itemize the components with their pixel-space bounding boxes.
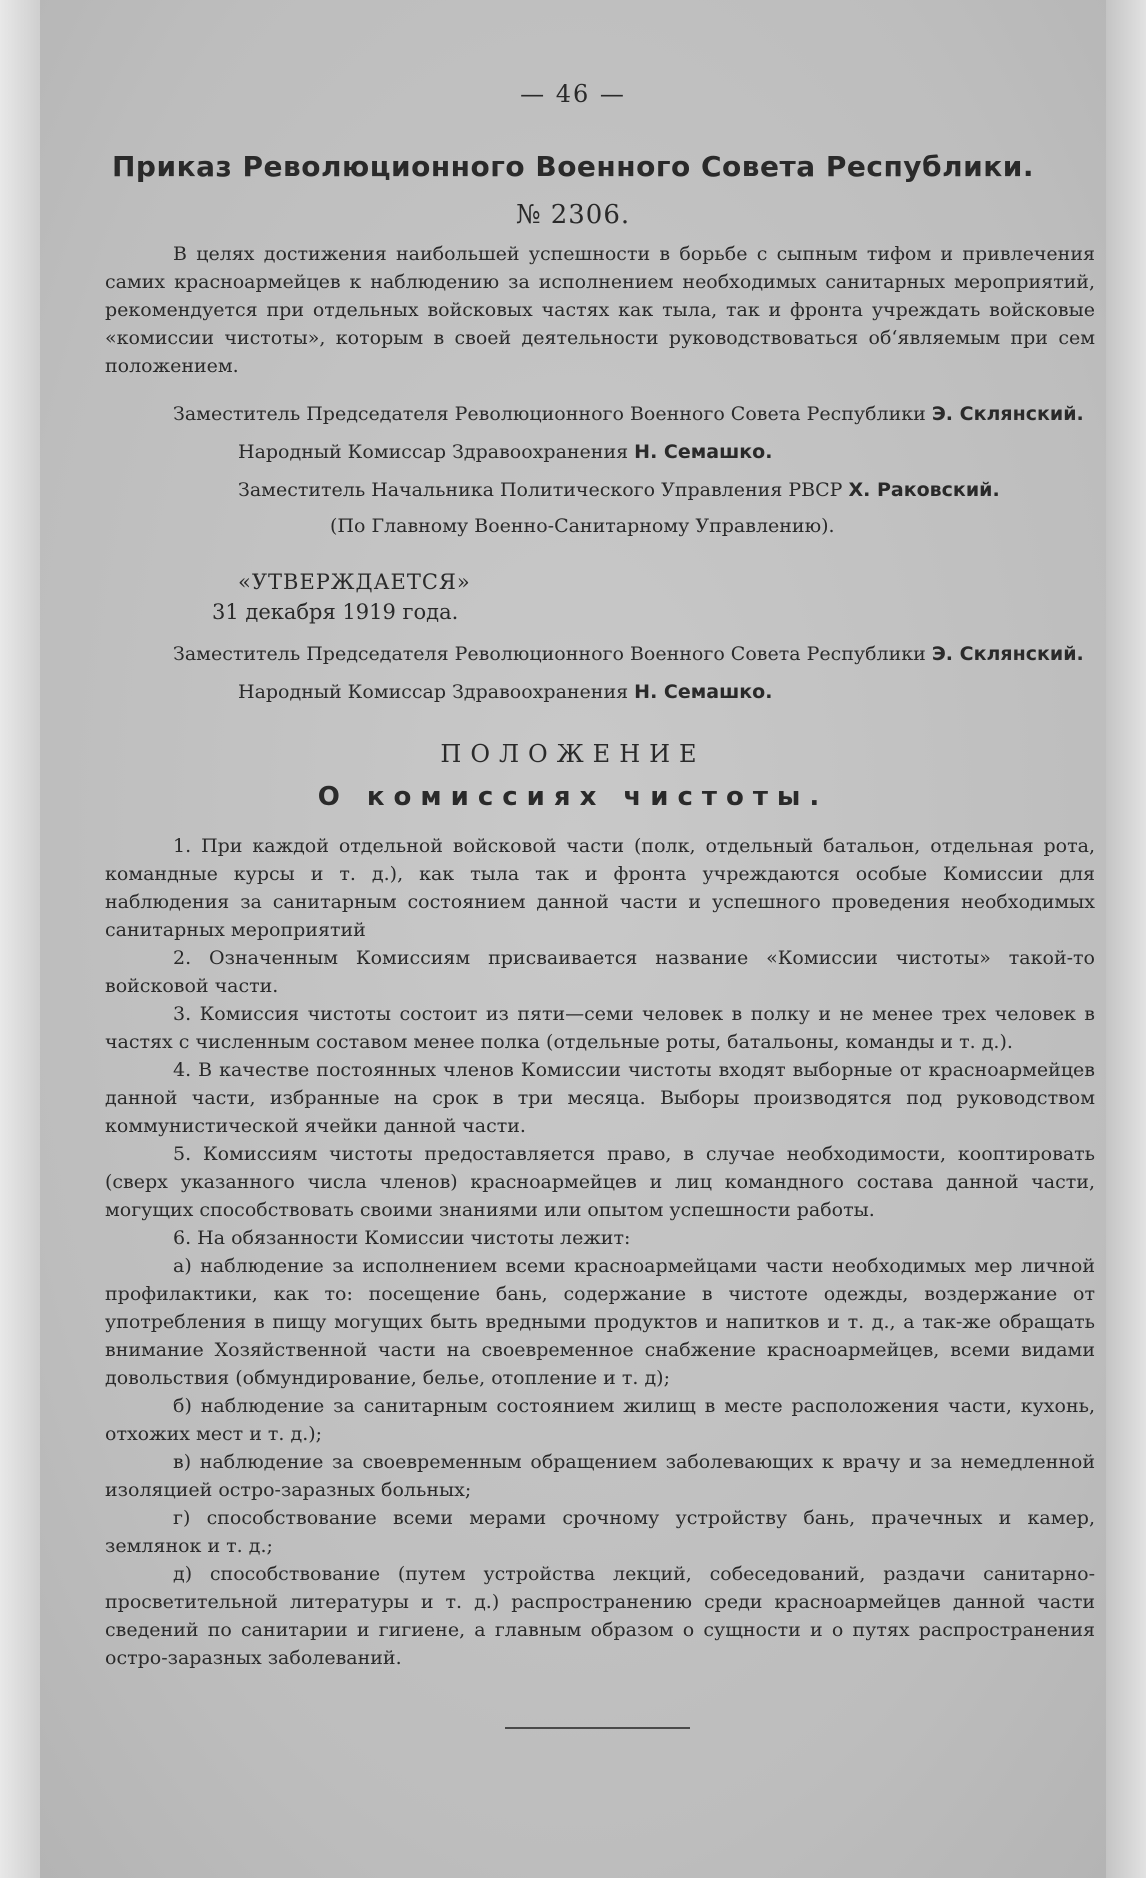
approval-signature-commissar	[238, 678, 772, 706]
order-number: № 2306.	[515, 200, 631, 230]
regulation-item-d: д) способствование (путем устройства лекций, собеседований, раздачи санитарно-просветительной литературы и т. д.) распространению среди красноармейцев данной части сведений по санитарии и гигиене, а главным образом о сущности и о путях распространения остро-заразных заболеваний.	[105, 1563, 1095, 1669]
regulation-paragraph-1: 1. При каждой отдельной войсковой части (полк, отдельный батальон, отдельная рота, командные курсы и т. д.), как тыла так и фронта учреждаются особые Комиссии для наблюдения за санитарным состоянием данной части и успешного проведения необходимых санитарных мероприятий	[105, 835, 1095, 941]
regulation-item-v: в) наблюдение за своевременным обращением заболевающих к врачу и за немедленной изоляцией остро-заразных больных;	[105, 1451, 1095, 1501]
signature-political-note: (По Главному Военно-Санитарному Управлению).	[330, 515, 835, 537]
end-divider	[505, 1727, 690, 1729]
page-edge-left	[0, 0, 40, 1878]
regulation-paragraph-6: 6. На обязанности Комиссии чистоты лежит:	[173, 1227, 631, 1249]
signature-political-name: Х. Раковский.	[848, 479, 1000, 501]
signature-political	[238, 476, 1000, 504]
signature-commissar-name: Н. Семашко.	[634, 441, 773, 463]
page-edge-right	[1106, 0, 1146, 1878]
approval-deputy-name: Э. Склянский.	[931, 643, 1084, 665]
approval-deputy-title: Заместитель Председателя Революционного Военного Совета Республики	[173, 643, 926, 665]
regulation-paragraph-4: 4. В качестве постоянных членов Комиссии чистоты входят выборные от красноармейцев данной части, избранные на срок в три месяца. Выборы производятся под руководством коммунистической ячейки данной части.	[105, 1059, 1095, 1137]
regulation-item-b: б) наблюдение за санитарным состоянием жилищ в месте расположения части, кухонь, отхожих мест и т. д.);	[105, 1395, 1095, 1445]
order-text: В целях достижения наибольшей успешности в борьбе с сыпным тифом и привлечения самих красноармейцев к наблюдению за исполнением необходимых санитарных мероприятий, рекомендуется при отдельных войсковых частях как тыла, так и фронта учреждать войсковые «комиссии чистоты», которым в своей деятельности руководствоваться об‘являемым при сем положением.	[105, 243, 1095, 377]
approval-commissar-title: Народный Комиссар Здравоохранения	[238, 681, 629, 703]
signature-deputy-title: Заместитель Председателя Революционного Военного Совета Республики	[173, 403, 926, 425]
signature-deputy-name: Э. Склянский.	[931, 403, 1084, 425]
regulation-body	[105, 832, 1095, 1672]
approval-label: «УТВЕРЖДАЕТСЯ»	[238, 570, 471, 594]
signature-commissar	[238, 438, 772, 466]
regulation-subheading: О комиссиях чистоты.	[317, 782, 829, 812]
regulation-paragraph-5: 5. Комиссиям чистоты предоставляется право, в случае необходимости, кооптировать (сверх указанного числа членов) красноармейцев и лиц командного состава данной части, могущих способствовать своими знаниями или опытом успешности работы.	[105, 1143, 1095, 1221]
signature-political-title: Заместитель Начальника Политического Управления РВСР	[238, 479, 843, 501]
regulation-item-a: а) наблюдение за исполнением всеми красноармейцами части необходимых мер личной профилактики, как то: посещение бань, содержание в чистоте одежды, воздержание от употребления в пищу могущих быть вредными продуктов и напитков и т. д., а так-же обращать внимание Хозяйственной части на своевременное снабжение красноармейцев, всеми видами довольствия (обмундирование, белье, отопление и т. д);	[105, 1255, 1095, 1389]
approval-date: 31 декабря 1919 года.	[212, 600, 459, 624]
page-number: — 46 —	[520, 80, 626, 108]
approval-commissar-name: Н. Семашко.	[634, 681, 773, 703]
signature-deputy	[173, 400, 1084, 428]
order-title: Приказ Революционного Военного Совета Республики.	[112, 150, 1034, 183]
regulation-item-g: г) способствование всеми мерами срочному устройству бань, прачечных и камер, землянок и т. д.;	[105, 1507, 1095, 1557]
regulation-heading: ПОЛОЖЕНИЕ	[440, 740, 706, 768]
regulation-paragraph-2: 2. Означенным Комиссиям присваивается название «Комиссии чистоты» такой-то войсковой части.	[105, 947, 1095, 997]
signature-commissar-title: Народный Комиссар Здравоохранения	[238, 441, 629, 463]
regulation-paragraph-3: 3. Комиссия чистоты состоит из пяти—семи человек в полку и не менее трех человек в частях с численным составом менее полка (отдельные роты, батальоны, команды и т. д.).	[105, 1003, 1095, 1053]
approval-signature-deputy	[173, 640, 1084, 668]
